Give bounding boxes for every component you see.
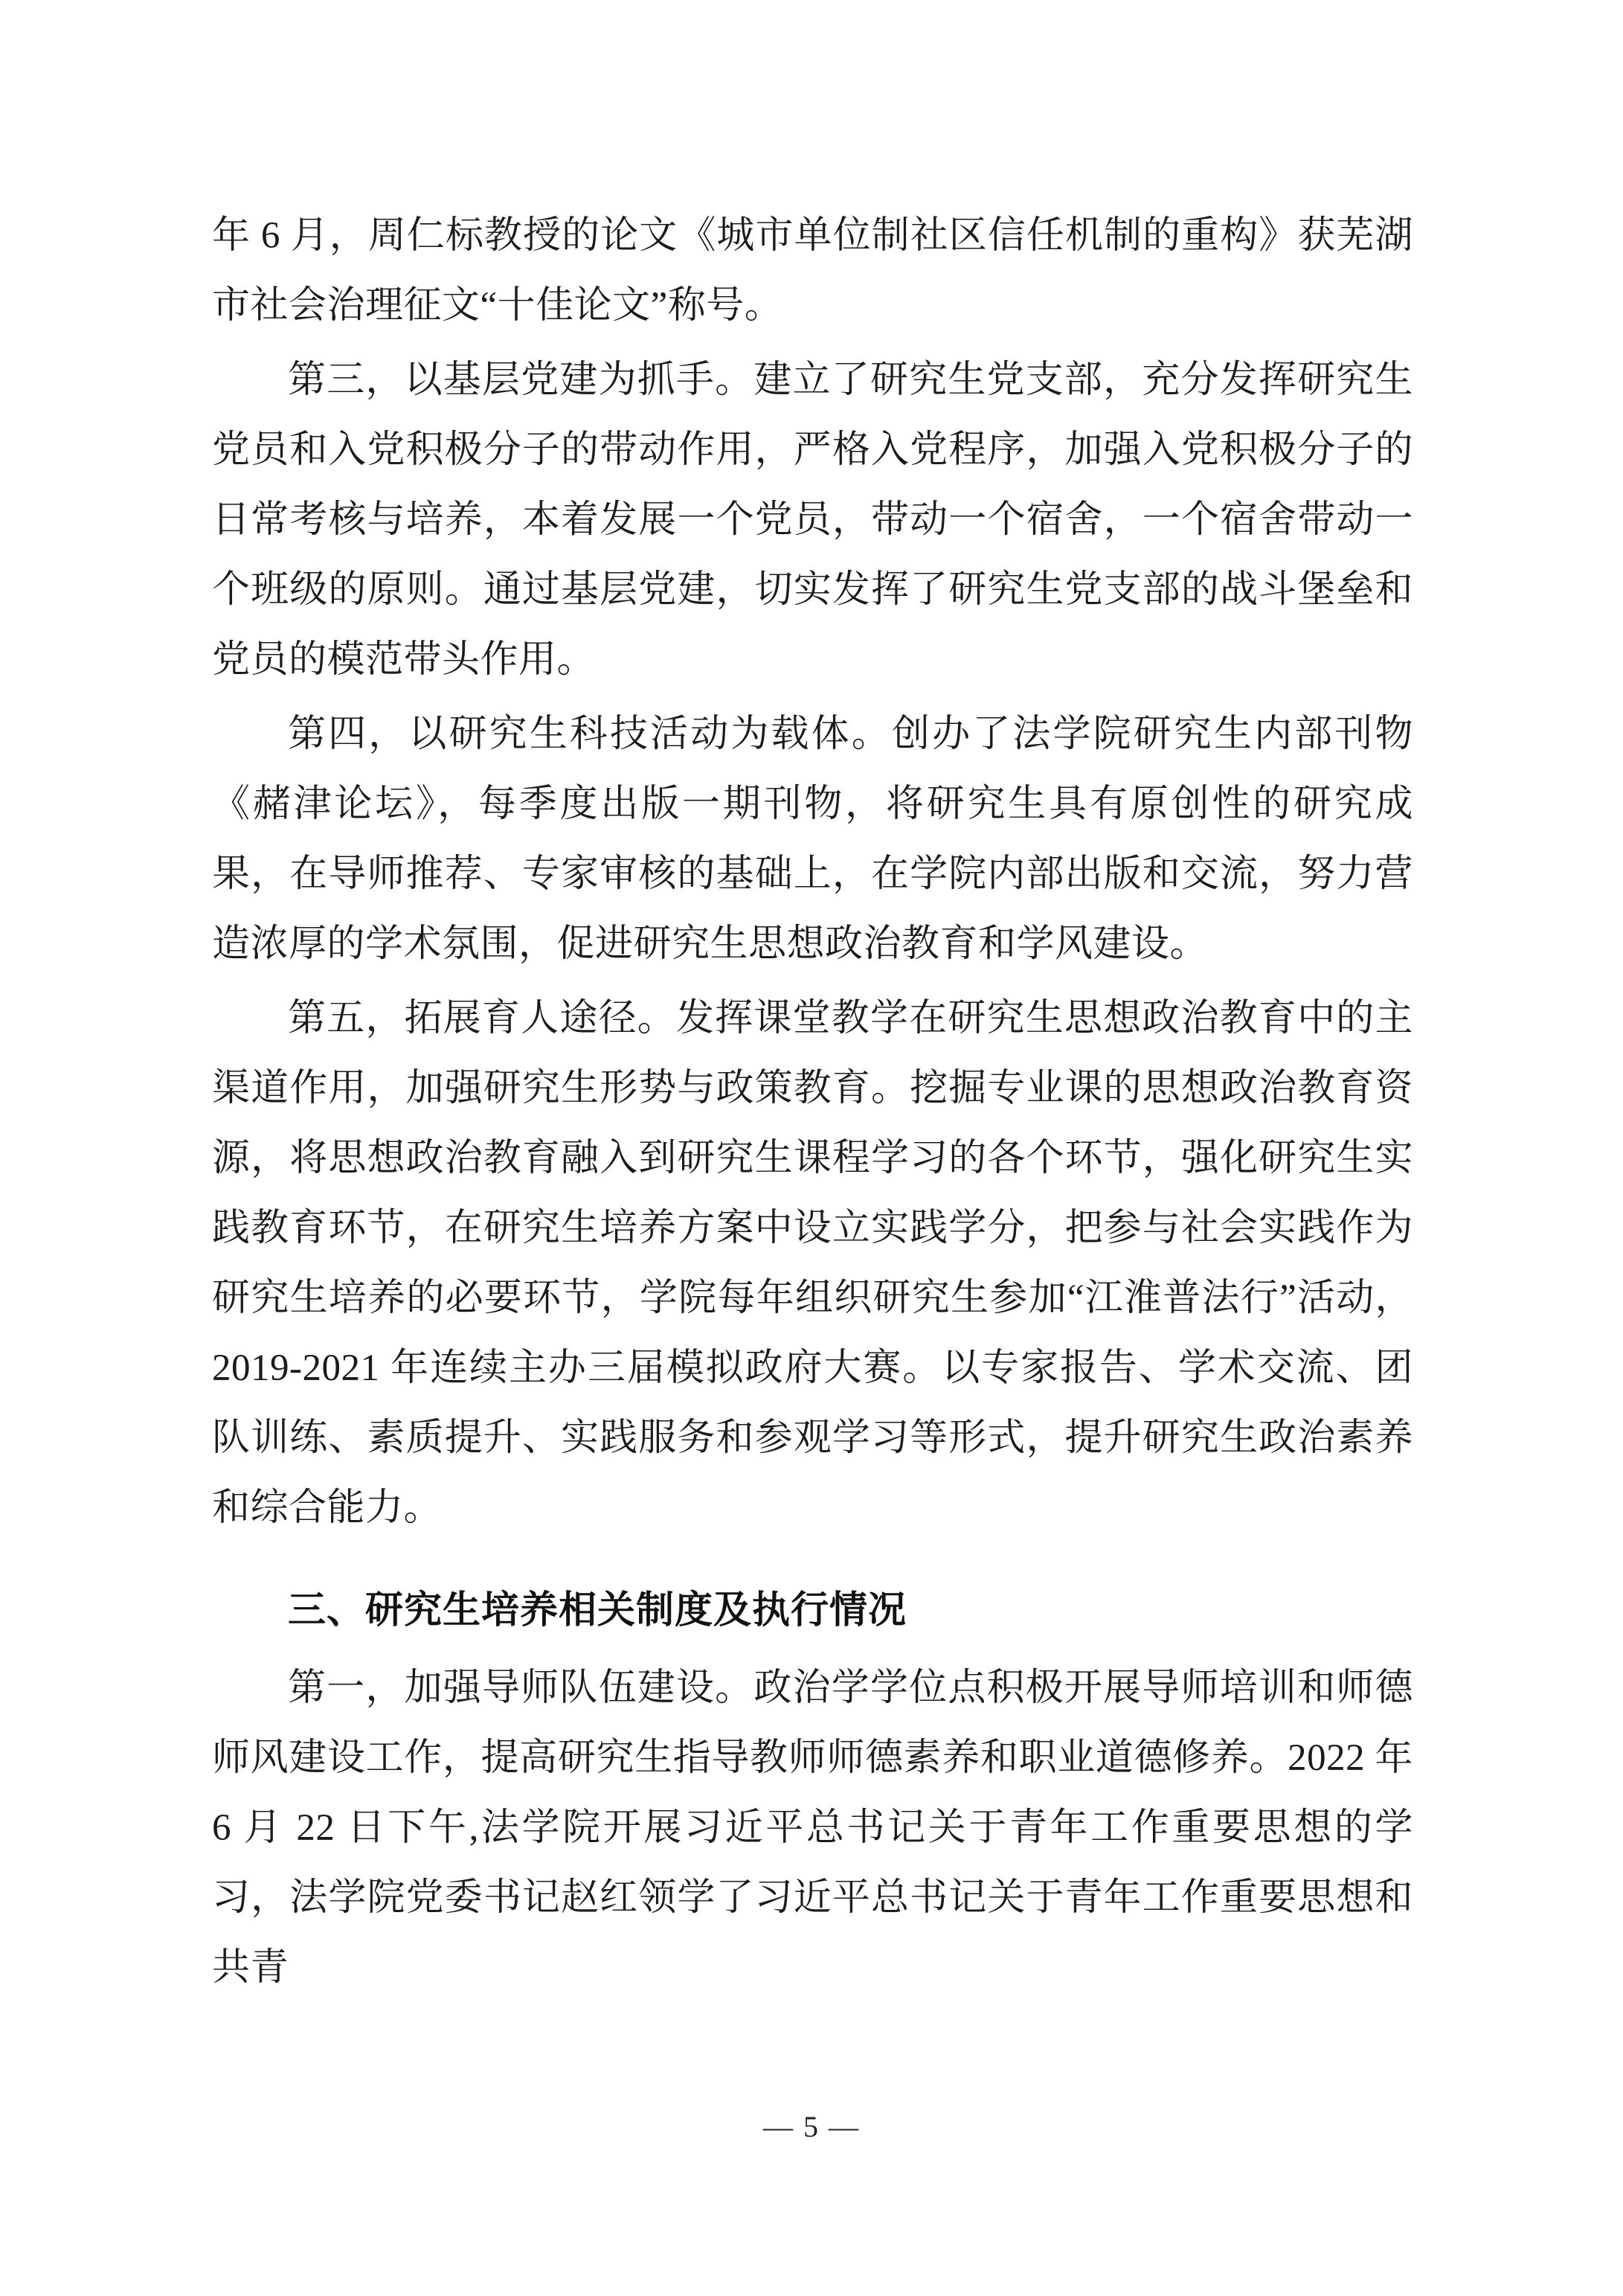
paragraph-fifth-point: 第五，拓展育人途径。发挥课堂教学在研究生思想政治教育中的主渠道作用，加强研究生形势与政策教育。挖掘专业课的思想政治教育资源，将思想政治教育融入到研究生课程学习的各个环节，强化研究生实践教育环节，在研究生培养方案中设立实践学分，把参与社会实践作为研究生培养的必要环节，学院每年组织研究生参加“江淮普法行”活动，2019-2021 年连续主办三届模拟政府大赛。以专家报告、学术交流、团队训练、素质提升、实践服务和参观学习等形式，提升研究生政治素养和综合能力。	[212, 998, 1413, 1529]
paragraph-continuation: 年 6 月，周仁标教授的论文《城市单位制社区信任机制的重构》获芜湖市社会治理征文“十佳论文”称号。	[212, 215, 1413, 327]
paragraph-fourth-point: 第四，以研究生科技活动为载体。创办了法学院研究生内部刊物《赭津论坛》，每季度出版一期刊物，将研究生具有原创性的研究成果，在导师推荐、专家审核的基础上，在学院内部出版和交流，努力营造浓厚的学术氛围，促进研究生思想政治教育和学风建设。	[212, 714, 1413, 965]
document-body	[212, 201, 1413, 2007]
paragraph-third-point: 第三，以基层党建为抓手。建立了研究生党支部，充分发挥研究生党员和入党积极分子的带动作用，严格入党程序，加强入党积极分子的日常考核与培养，本着发展一个党员，带动一个宿舍，一个宿舍带动一个班级的原则。通过基层党建，切实发挥了研究生党支部的战斗堡垒和党员的模范带头作用。	[212, 359, 1413, 681]
paragraph-first-point-section-three: 第一，加强导师队伍建设。政治学学位点积极开展导师培训和师德师风建设工作，提高研究生指导教师师德素养和职业道德修养。2022 年 6 月 22 日下午,法学院开展习近平总书记关于青年工作重要思想的学习，法学院党委书记赵红领学了习近平总书记关于青年工作重要思想和共青	[212, 1667, 1413, 1989]
page-number: — 5 —	[763, 2110, 860, 2143]
section-heading-three: 三、研究生培养相关制度及执行情况	[288, 1588, 907, 1632]
